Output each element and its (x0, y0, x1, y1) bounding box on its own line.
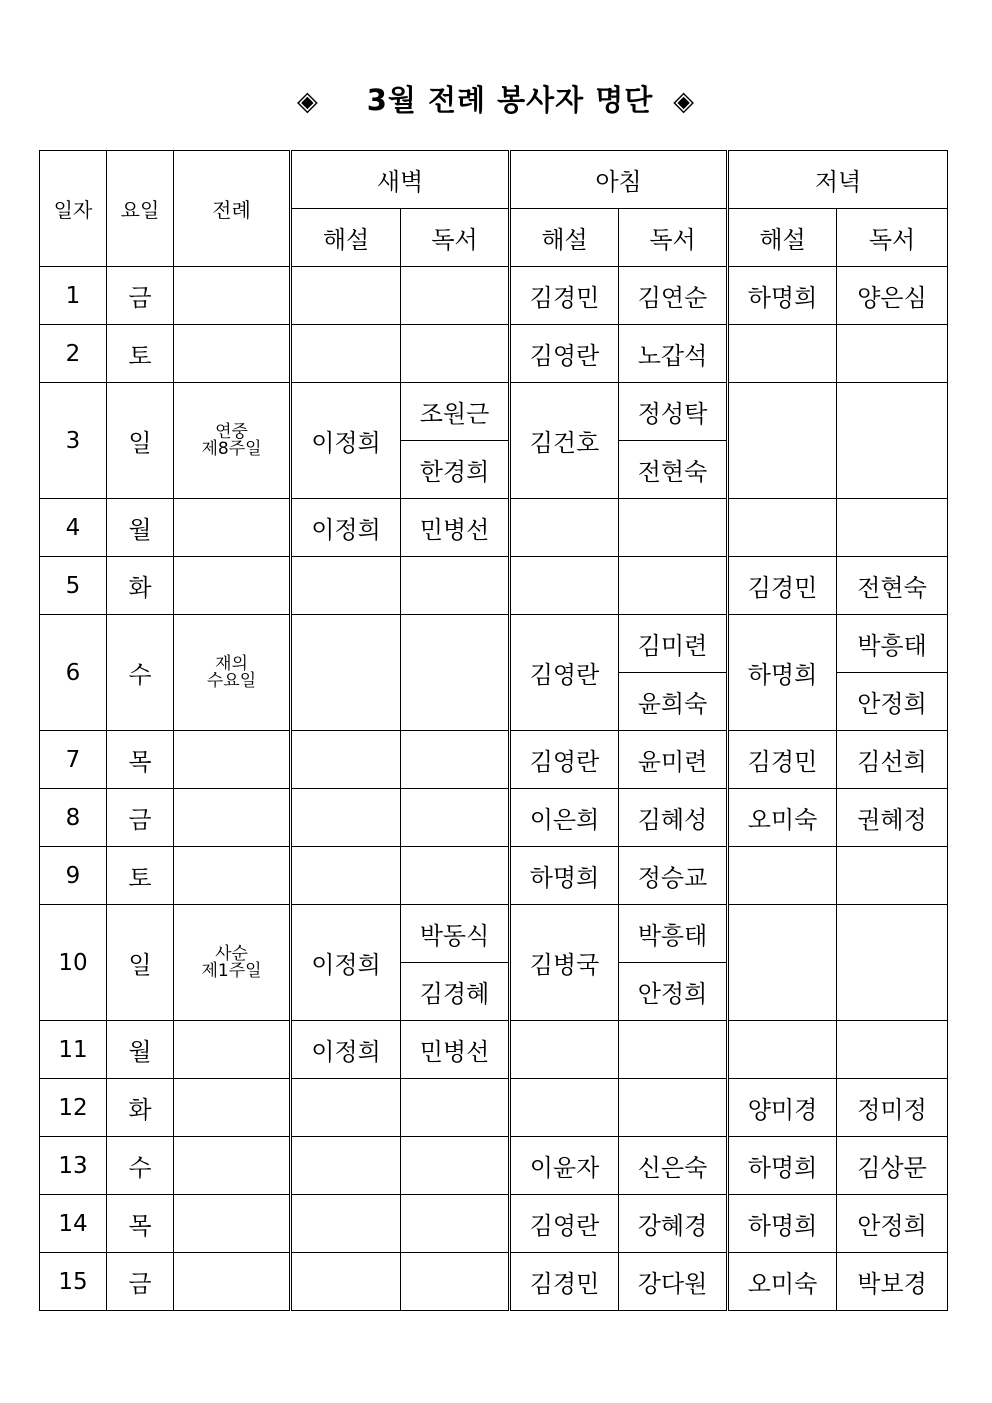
evening-commentary-cell (728, 905, 837, 1021)
table-row (40, 1137, 948, 1195)
liturgy-cell (174, 557, 291, 615)
liturgy-cell (174, 1137, 291, 1195)
table-row (40, 1079, 948, 1137)
dawn-reading-cell: 김경혜 (401, 963, 510, 1021)
dawn-reading-cell: 조원근 (401, 383, 510, 441)
evening-reading-cell: 양은심 (837, 267, 948, 325)
header-dawn-reading: 독서 (401, 209, 510, 267)
table-row (40, 847, 948, 905)
day-cell: 13 (40, 1137, 107, 1195)
dawn-reading-cell (401, 325, 510, 383)
day-cell: 12 (40, 1079, 107, 1137)
morning-commentary-cell (510, 557, 619, 615)
header-row-1 (40, 151, 948, 209)
evening-reading-cell: 전현숙 (837, 557, 948, 615)
dawn-commentary-cell (291, 267, 401, 325)
morning-commentary-cell: 김영란 (510, 615, 619, 731)
header-weekday: 요일 (107, 151, 174, 267)
morning-reading-cell (619, 499, 728, 557)
dawn-reading-cell (401, 267, 510, 325)
evening-reading-cell: 김상문 (837, 1137, 948, 1195)
dawn-reading-cell (401, 1079, 510, 1137)
dawn-commentary-cell: 이정희 (291, 499, 401, 557)
weekday-cell: 일 (107, 383, 174, 499)
evening-reading-cell: 박보경 (837, 1253, 948, 1311)
evening-commentary-cell: 오미숙 (728, 789, 837, 847)
morning-reading-cell: 김미련 (619, 615, 728, 673)
liturgy-cell: 사순 제1주일 (174, 905, 291, 1021)
dawn-reading-cell (401, 615, 510, 731)
liturgy-cell (174, 499, 291, 557)
liturgy-cell (174, 267, 291, 325)
day-cell: 4 (40, 499, 107, 557)
morning-commentary-cell: 김영란 (510, 325, 619, 383)
page-title (0, 78, 992, 119)
roster-body (40, 151, 948, 1311)
morning-reading-cell (619, 1021, 728, 1079)
dawn-commentary-cell (291, 325, 401, 383)
evening-reading-cell: 정미정 (837, 1079, 948, 1137)
dawn-commentary-cell: 이정희 (291, 383, 401, 499)
dawn-commentary-cell: 이정희 (291, 1021, 401, 1079)
liturgy-cell (174, 325, 291, 383)
evening-commentary-cell: 김경민 (728, 557, 837, 615)
evening-commentary-cell: 김경민 (728, 731, 837, 789)
evening-commentary-cell: 오미숙 (728, 1253, 837, 1311)
evening-commentary-cell (728, 847, 837, 905)
liturgy-cell: 연중 제8주일 (174, 383, 291, 499)
dawn-reading-cell: 박동식 (401, 905, 510, 963)
morning-reading-cell: 전현숙 (619, 441, 728, 499)
dawn-commentary-cell (291, 1253, 401, 1311)
morning-commentary-cell: 김영란 (510, 1195, 619, 1253)
day-cell: 11 (40, 1021, 107, 1079)
weekday-cell: 화 (107, 1079, 174, 1137)
day-cell: 2 (40, 325, 107, 383)
liturgy-cell (174, 1253, 291, 1311)
diamond-icon: ◈ (296, 86, 319, 117)
header-evening: 저녁 (728, 151, 948, 209)
dawn-commentary-cell (291, 1079, 401, 1137)
morning-commentary-cell: 이은희 (510, 789, 619, 847)
morning-reading-cell: 안정희 (619, 963, 728, 1021)
evening-reading-cell: 권혜정 (837, 789, 948, 847)
morning-commentary-cell: 하명희 (510, 847, 619, 905)
morning-reading-cell: 정승교 (619, 847, 728, 905)
morning-reading-cell: 윤희숙 (619, 673, 728, 731)
evening-reading-cell (837, 499, 948, 557)
weekday-cell: 금 (107, 1253, 174, 1311)
morning-reading-cell: 김혜성 (619, 789, 728, 847)
dawn-commentary-cell (291, 789, 401, 847)
evening-commentary-cell (728, 499, 837, 557)
weekday-cell: 수 (107, 1137, 174, 1195)
table-row (40, 325, 948, 383)
weekday-cell: 토 (107, 847, 174, 905)
table-row (40, 557, 948, 615)
morning-reading-cell: 노갑석 (619, 325, 728, 383)
morning-reading-cell: 강다원 (619, 1253, 728, 1311)
weekday-cell: 목 (107, 731, 174, 789)
dawn-commentary-cell: 이정희 (291, 905, 401, 1021)
morning-reading-cell: 강혜경 (619, 1195, 728, 1253)
header-evening-reading: 독서 (837, 209, 948, 267)
evening-commentary-cell: 하명희 (728, 615, 837, 731)
dawn-reading-cell: 민병선 (401, 499, 510, 557)
dawn-reading-cell (401, 789, 510, 847)
weekday-cell: 월 (107, 1021, 174, 1079)
evening-commentary-cell: 하명희 (728, 1137, 837, 1195)
dawn-reading-cell (401, 1253, 510, 1311)
day-cell: 15 (40, 1253, 107, 1311)
header-evening-commentary: 해설 (728, 209, 837, 267)
morning-commentary-cell: 김경민 (510, 267, 619, 325)
day-cell: 7 (40, 731, 107, 789)
liturgy-cell (174, 789, 291, 847)
morning-reading-cell: 박흥태 (619, 905, 728, 963)
morning-commentary-cell: 김병국 (510, 905, 619, 1021)
dawn-reading-cell: 민병선 (401, 1021, 510, 1079)
morning-commentary-cell: 이윤자 (510, 1137, 619, 1195)
liturgy-cell (174, 1079, 291, 1137)
morning-commentary-cell: 김건호 (510, 383, 619, 499)
evening-commentary-cell: 하명희 (728, 267, 837, 325)
morning-commentary-cell: 김경민 (510, 1253, 619, 1311)
morning-reading-cell (619, 557, 728, 615)
title-text: 3월 전례 봉사자 명단 (366, 83, 654, 117)
liturgy-cell (174, 731, 291, 789)
morning-commentary-cell: 김영란 (510, 731, 619, 789)
evening-commentary-cell: 양미경 (728, 1079, 837, 1137)
header-day: 일자 (40, 151, 107, 267)
dawn-commentary-cell (291, 847, 401, 905)
roster-table (39, 150, 948, 1311)
evening-reading-cell (837, 383, 948, 499)
morning-commentary-cell (510, 1079, 619, 1137)
liturgy-cell (174, 847, 291, 905)
evening-reading-cell (837, 1021, 948, 1079)
table-row (40, 789, 948, 847)
day-cell: 3 (40, 383, 107, 499)
header-morning: 아침 (510, 151, 728, 209)
dawn-commentary-cell (291, 1195, 401, 1253)
day-cell: 5 (40, 557, 107, 615)
table-row (40, 615, 948, 673)
evening-reading-cell: 안정희 (837, 673, 948, 731)
evening-reading-cell: 박흥태 (837, 615, 948, 673)
evening-reading-cell: 김선희 (837, 731, 948, 789)
dawn-reading-cell (401, 1195, 510, 1253)
weekday-cell: 금 (107, 789, 174, 847)
evening-reading-cell (837, 847, 948, 905)
day-cell: 6 (40, 615, 107, 731)
liturgy-cell (174, 1021, 291, 1079)
evening-commentary-cell: 하명희 (728, 1195, 837, 1253)
header-dawn: 새벽 (291, 151, 510, 209)
day-cell: 1 (40, 267, 107, 325)
dawn-reading-cell (401, 847, 510, 905)
morning-reading-cell: 신은숙 (619, 1137, 728, 1195)
morning-reading-cell (619, 1079, 728, 1137)
evening-commentary-cell (728, 383, 837, 499)
header-liturgy: 전례 (174, 151, 291, 267)
weekday-cell: 금 (107, 267, 174, 325)
diamond-icon: ◈ (673, 86, 696, 117)
morning-reading-cell: 윤미련 (619, 731, 728, 789)
table-row (40, 1021, 948, 1079)
table-row (40, 383, 948, 441)
morning-commentary-cell (510, 499, 619, 557)
day-cell: 9 (40, 847, 107, 905)
weekday-cell: 일 (107, 905, 174, 1021)
weekday-cell: 월 (107, 499, 174, 557)
weekday-cell: 화 (107, 557, 174, 615)
table-row (40, 1253, 948, 1311)
table-row (40, 267, 948, 325)
liturgy-cell: 재의 수요일 (174, 615, 291, 731)
day-cell: 8 (40, 789, 107, 847)
dawn-commentary-cell (291, 1137, 401, 1195)
header-morning-reading: 독서 (619, 209, 728, 267)
table-row (40, 905, 948, 963)
dawn-commentary-cell (291, 557, 401, 615)
dawn-commentary-cell (291, 615, 401, 731)
table-row (40, 1195, 948, 1253)
weekday-cell: 수 (107, 615, 174, 731)
weekday-cell: 토 (107, 325, 174, 383)
evening-commentary-cell (728, 1021, 837, 1079)
dawn-reading-cell: 한경희 (401, 441, 510, 499)
day-cell: 14 (40, 1195, 107, 1253)
header-dawn-commentary: 해설 (291, 209, 401, 267)
morning-reading-cell: 김연순 (619, 267, 728, 325)
weekday-cell: 목 (107, 1195, 174, 1253)
morning-commentary-cell (510, 1021, 619, 1079)
table-row (40, 731, 948, 789)
evening-commentary-cell (728, 325, 837, 383)
dawn-reading-cell (401, 557, 510, 615)
liturgy-cell (174, 1195, 291, 1253)
evening-reading-cell (837, 325, 948, 383)
dawn-reading-cell (401, 731, 510, 789)
table-row (40, 499, 948, 557)
evening-reading-cell: 안정희 (837, 1195, 948, 1253)
dawn-commentary-cell (291, 731, 401, 789)
morning-reading-cell: 정성탁 (619, 383, 728, 441)
dawn-reading-cell (401, 1137, 510, 1195)
day-cell: 10 (40, 905, 107, 1021)
header-morning-commentary: 해설 (510, 209, 619, 267)
evening-reading-cell (837, 905, 948, 1021)
